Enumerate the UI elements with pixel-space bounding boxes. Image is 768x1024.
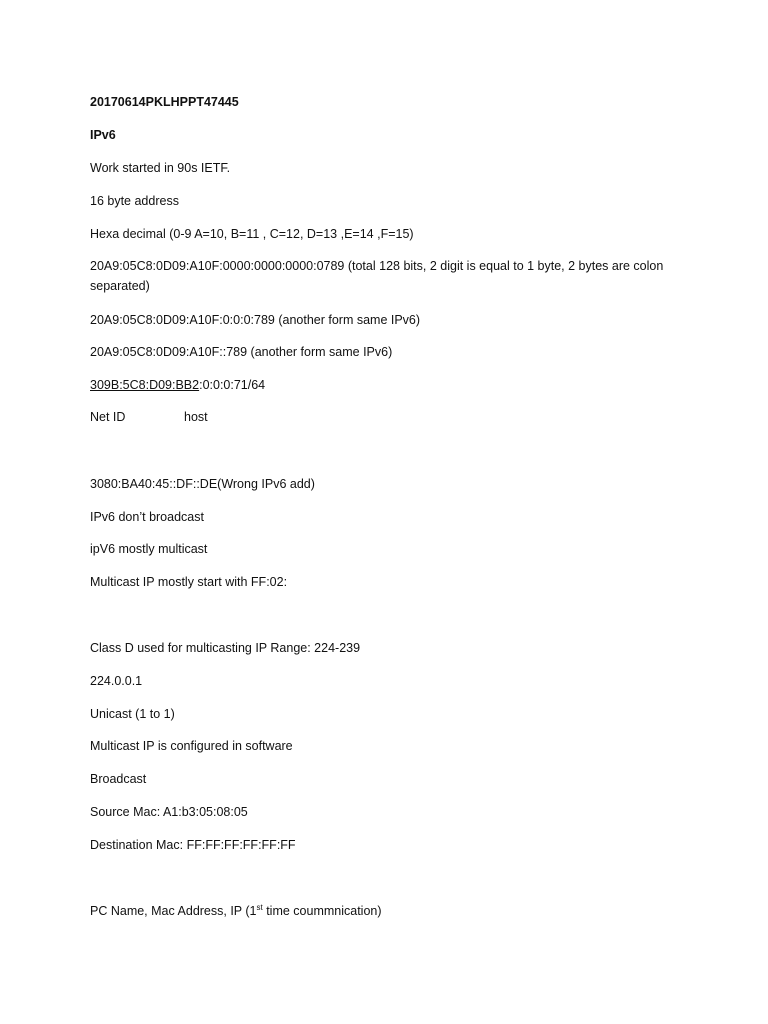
text-line: 20A9:05C8:0D09:A10F:0:0:0:789 (another form same IPv6) — [90, 313, 421, 327]
text-fragment: PC Name, Mac Address, IP (1 — [90, 904, 257, 918]
text-line: Hexa decimal (0-9 A=10, B=11 , C=12, D=13 ,E=14 ,F=15) — [90, 227, 414, 241]
text-line-address-prefix — [90, 375, 265, 395]
text-line-pc-name — [90, 901, 382, 921]
text-line: ipV6 mostly multicast — [90, 542, 208, 556]
text-line: Broadcast — [90, 772, 147, 786]
text-line: Multicast IP is configured in software — [90, 739, 293, 753]
text-line: 20A9:05C8:0D09:A10F:0000:0000:0000:0789 (total 128 bits, 2 digit is equal to 1 byte, 2 bytes are colon separated) — [90, 259, 664, 293]
net-id-label: Net ID — [90, 410, 126, 424]
address-suffix: :0:0:0:71/64 — [199, 378, 266, 392]
text-line: Class D used for multicasting IP Range: 224-239 — [90, 641, 361, 655]
host-label: host — [184, 410, 208, 424]
network-prefix: 309B:5C8:D09:BB2 — [90, 378, 200, 392]
document-id: 20170614PKLHPPT47445 — [90, 95, 239, 109]
text-line: 16 byte address — [90, 194, 179, 208]
text-line: Multicast IP mostly start with FF:02: — [90, 575, 288, 589]
superscript: st — [256, 902, 263, 912]
text-fragment: time coummnication) — [262, 904, 382, 918]
text-line: Work started in 90s IETF. — [90, 161, 231, 175]
netid-host-labels — [90, 407, 208, 427]
text-line: Unicast (1 to 1) — [90, 707, 175, 721]
heading-ipv6: IPv6 — [90, 128, 116, 142]
text-line: Source Mac: A1:b3:05:08:05 — [90, 805, 248, 819]
text-line: 20A9:05C8:0D09:A10F::789 (another form same IPv6) — [90, 345, 393, 359]
text-line: 224.0.0.1 — [90, 674, 143, 688]
text-line: 3080:BA40:45::DF::DE(Wrong IPv6 add) — [90, 477, 315, 491]
text-line: IPv6 don’t broadcast — [90, 510, 204, 524]
text-line: Destination Mac: FF:FF:FF:FF:FF:FF — [90, 838, 296, 852]
